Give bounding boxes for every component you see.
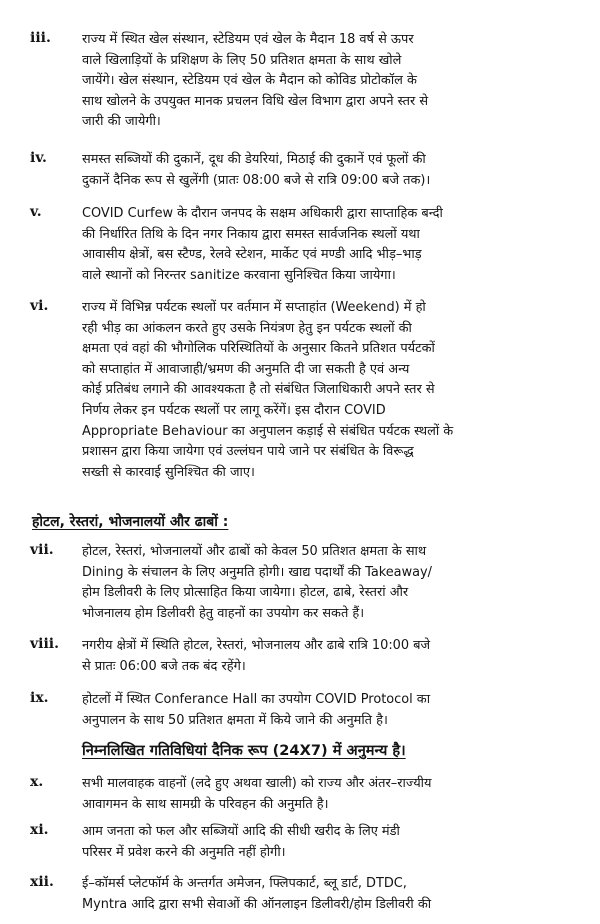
text-line: निर्णय लेकर इन पर्यटक स्थलों पर लागू करेंगें। इस दौरान COVID [82,402,386,418]
clause-text [82,636,578,677]
text-line: क्षमता एवं वहां की भौगोलिक परिस्थितियों के अनुसार कितने प्रतिशत पर्यटकों [82,341,435,357]
clause-number: ix. [30,690,49,706]
text-line: समस्त सब्जियों की दुकानें, दूध की डेयरियां, मिठाई की दुकानें एवं फूलों की [82,152,426,167]
text-line: जायेंगे। खेल संस्थान, स्टेडियम एवं खेल के मैदान को कोविड प्रोटोकॉल के [82,73,417,89]
sub-heading-daily-activities: निम्नलिखित गतिविधियां दैनिक रूप (24X7) में अनुमन्य है। [82,742,406,759]
text-line: अनुपालन के साथ 50 प्रतिशत क्षमता में किये जाने की अनुमति है। [82,712,388,728]
text-line: Dining के संचालन के लिए अनुमति होगी। खाद्य पदार्थों की Takeaway/ [82,564,432,580]
clause-number: viii. [30,636,59,652]
clause-text [82,204,578,286]
text-line: होटलों में स्थित Conferance Hall का उपयोग COVID Protocol का [82,692,431,707]
text-line: से प्रातः 06:00 बजे तक बंद रहेंगे। [82,658,246,674]
clause-text [82,774,578,815]
text-line: रही भीड़ का आंकलन करते हुए उसके नियंत्रण हेतु इन पर्यटक स्थलों की [82,320,412,336]
text-line: परिसर में प्रवेश करने की अनुमति नहीं होगी। [82,844,286,860]
section-heading-hotels: होटल, रेस्तरां, भोजनालयों और ढाबों : [32,514,229,530]
clause-text [82,822,578,863]
clause-number: xi. [30,822,49,838]
text-line: होम डिलीवरी के लिए प्रोत्साहित किया जायेगा। होटल, ढाबे, रेस्तरां और [82,585,409,601]
clause-text [82,150,578,191]
clause-text [82,542,578,624]
text-line: साथ खोलने के उपयुक्त मानक प्रचलन विधि खेल विभाग द्वारा अपने स्तर से [82,93,429,109]
clause-text [82,690,578,731]
clause-number: xii. [30,874,54,890]
text-line: आम जनता को फल और सब्जियों आदि की सीधी खरीद के लिए मंडी [82,824,400,839]
text-line: जारी की जायेगी। [82,114,161,130]
text-line: वाले स्थानों को निरन्तर sanitize करवाना सुनिश्चित किया जायेगा। [82,267,396,283]
clause-number: iii. [30,30,51,46]
clause-vi [30,298,578,483]
text-line: होटल, रेस्तरां, भोजनालयों और ढाबों को केवल 50 प्रतिशत क्षमता के साथ [82,544,427,559]
text-line: Myntra आदि द्वारा सभी सेवाओं की ऑनलाइन डिलीवरी/होम डिलीवरी की [82,896,432,912]
clause-xi [30,822,578,863]
clause-text [82,30,578,133]
text-line: राज्य में विभिन्न पर्यटक स्थलों पर वर्तमान में सप्ताहांत (Weekend) में हो [82,300,426,315]
clause-vii [30,542,578,624]
clause-ix [30,690,578,731]
clause-text [82,298,578,483]
text-line: राज्य में स्थित खेल संस्थान, स्टेडियम एवं खेल के मैदान 18 वर्ष से ऊपर [82,32,414,47]
clause-number: iv. [30,150,47,166]
text-line: नगरीय क्षेत्रों में स्थिति होटल, रेस्तरां, भोजनालय और ढाबे रात्रि 10:00 बजे [82,638,431,653]
clause-text [82,874,578,915]
text-line: Appropriate Behaviour का अनुपालन कड़ाई से संबंधित पर्यटक स्थलों के [82,423,454,439]
text-line: प्रशासन द्वारा किया जायेगा एवं उल्लंघन पाये जाने पर संबंधित के विरूद्ध [82,444,414,460]
clause-number: v. [30,204,42,220]
text-line: आवागमन के साथ सामग्री के परिवहन की अनुमति है। [82,796,329,812]
text-line: दुकानें दैनिक रूप से खुलेंगी (प्रातः 08:00 बजे से रात्रि 09:00 बजे तक)। [82,172,431,188]
clause-viii [30,636,578,677]
text-line: वाले खिलाड़ियों के प्रशिक्षण के लिए 50 प्रतिशत क्षमता के साथ खोले [82,52,402,68]
clause-x [30,774,578,815]
clause-number: vii. [30,542,54,558]
clause-number: x. [30,774,44,790]
clause-iv [30,150,578,191]
clause-v [30,204,578,286]
clause-iii [30,30,578,133]
text-line: आवासीय क्षेत्रों, बस स्टैण्ड, रेलवे स्टेशन, मार्केट एवं मण्डी आदि भीड़–भाड़ [82,247,422,263]
text-line: सभी मालवाहक वाहनों (लदे हुए अथवा खाली) को राज्य और अंतर–राज्यीय [82,776,432,791]
text-line: भोजनालय होम डिलीवरी हेतु वाहनों का उपयोग कर सकते हैं। [82,605,365,621]
text-line: को सप्ताहांत में आवाजाही/भ्रमण की अनुमति दी जा सकती है एवं अन्य [82,361,410,377]
text-line: की निर्धारित तिथि के दिन नगर निकाय द्वारा समस्त सार्वजनिक स्थलों यथा [82,226,420,242]
text-line: सख्ती से कारवाई सुनिश्चित की जाए। [82,464,255,480]
clause-xii [30,874,578,915]
text-line: COVID Curfew के दौरान जनपद के सक्षम अधिकारी द्वारा साप्ताहिक बन्दी [82,206,443,221]
text-line: कोई प्रतिबंध लगाने की आवश्यकता है तो संबंधित जिलाधिकारी अपने स्तर से [82,382,435,398]
clause-number: vi. [30,298,49,314]
text-line: ई–कॉमर्स प्लेटफॉर्म के अन्तर्गत अमेजन, फ्लिपकार्ट, ब्लू डार्ट, DTDC, [82,876,407,891]
